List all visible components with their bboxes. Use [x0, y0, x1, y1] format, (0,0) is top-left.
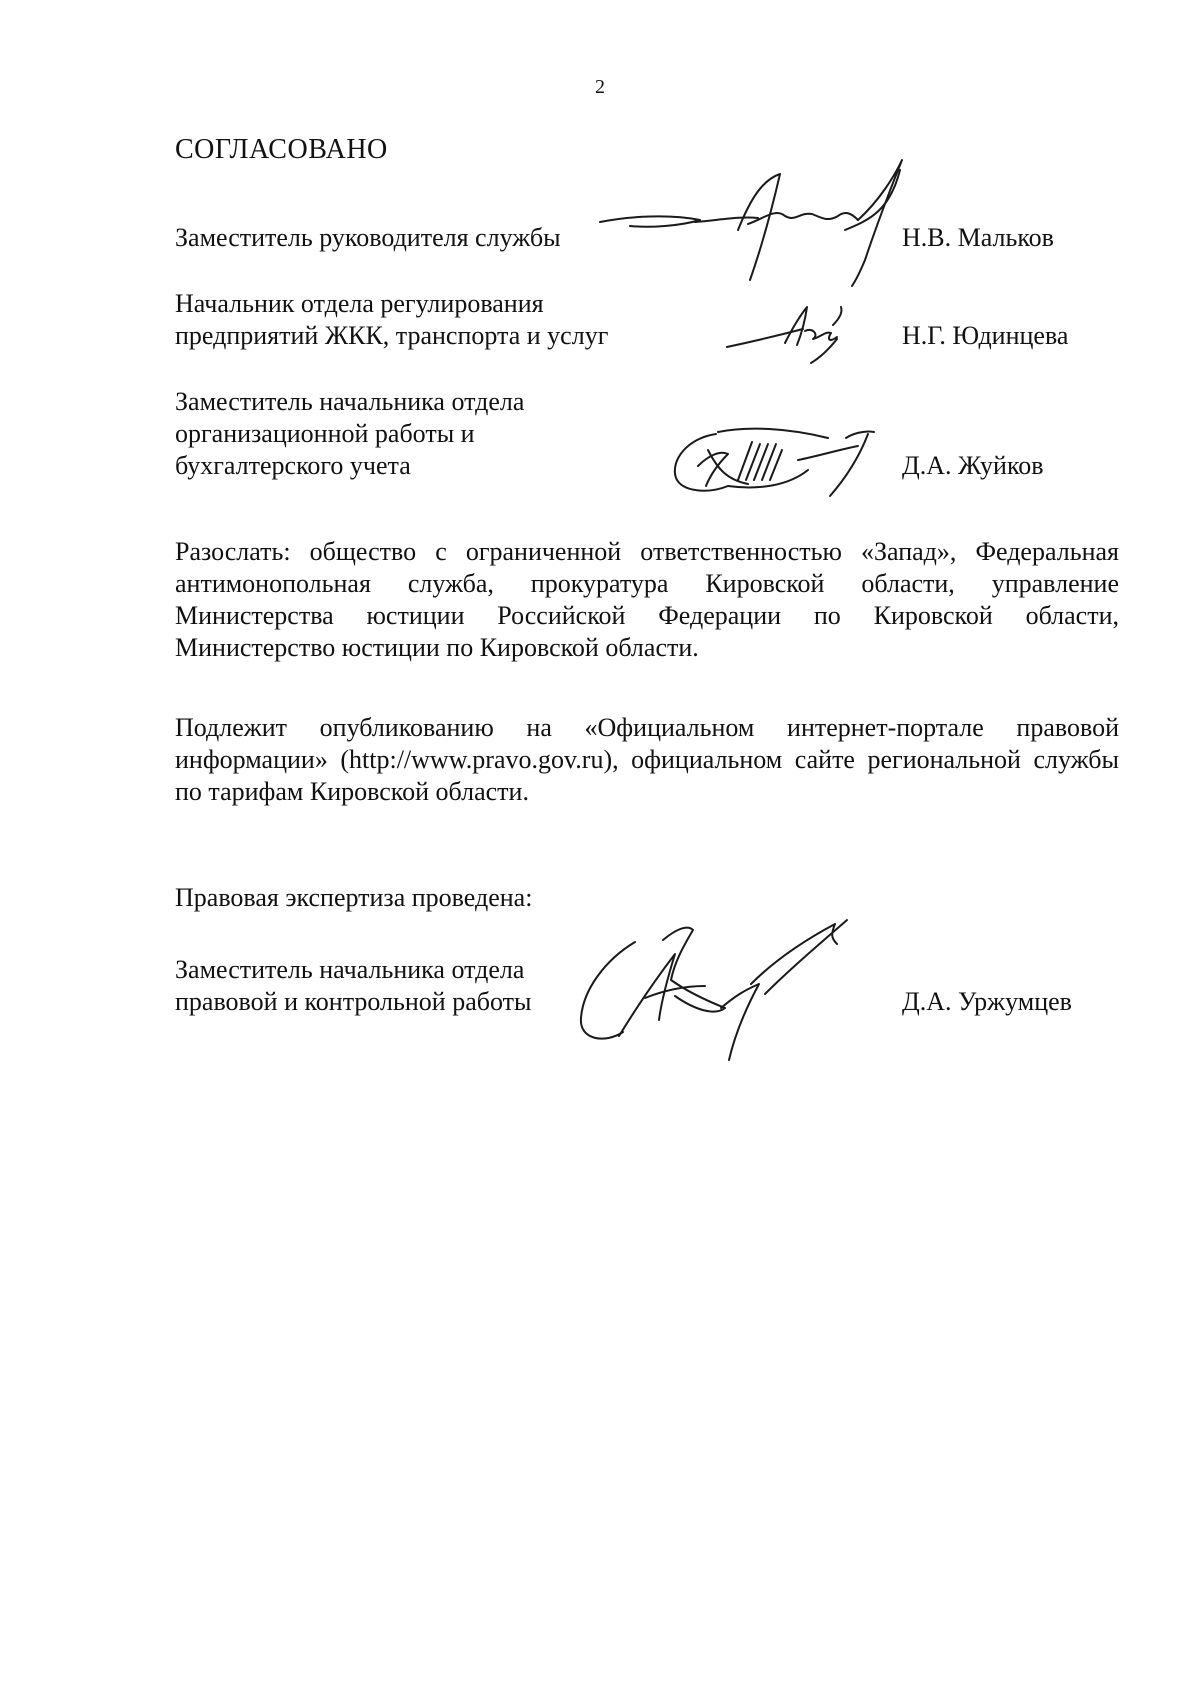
legal-review-position	[175, 954, 531, 1018]
legal-review-name: Д.А. Уржумцев	[902, 987, 1072, 1016]
approval-3-position-line: организационной работы и	[175, 419, 475, 448]
approval-2-position-line: Начальник отдела регулирования	[175, 289, 544, 318]
legal-review-position-line: правовой и контрольной работы	[175, 987, 532, 1016]
approval-heading: СОГЛАСОВАНО	[175, 134, 388, 165]
publication-paragraph: Подлежит опубликованию на «Официальном интернет-портале правовой информации» (http://www.pravo.gov.ru), официальном сайте региональной службы по тарифам Кировской области.	[175, 713, 1119, 806]
approval-3-position-line: Заместитель начальника отдела	[175, 387, 525, 416]
approval-3-position-line: бухгалтерского учета	[175, 451, 411, 480]
legal-review-title: Правовая экспертиза проведена:	[175, 883, 533, 912]
legal-review-position-line: Заместитель начальника отдела	[175, 955, 525, 984]
approval-2-position	[175, 288, 608, 352]
signature-yudintseva	[725, 295, 865, 375]
signature-zhuykov	[668, 420, 898, 510]
distribution-paragraph: Разослать: общество с ограниченной ответственностью «Запад», Федеральная антимонопольная служба, прокуратура Кировской области, управление Министерства юстиции Российской Федерации по Кировской области, Министерство юстиции по Кировской области.	[175, 537, 1119, 662]
approval-1-position	[175, 222, 561, 254]
signature-malkov	[590, 160, 920, 290]
page-number: 2	[595, 76, 605, 98]
approval-1-name: Н.В. Мальков	[902, 223, 1054, 252]
approval-2-name: Н.Г. Юдинцева	[902, 321, 1069, 350]
signature-urzhumtsev	[575, 900, 895, 1070]
approval-1-position-line: Заместитель руководителя службы	[175, 223, 561, 252]
approval-2-position-line: предприятий ЖКК, транспорта и услуг	[175, 321, 609, 350]
approval-3-name: Д.А. Жуйков	[902, 451, 1044, 480]
approval-3-position	[175, 386, 524, 482]
